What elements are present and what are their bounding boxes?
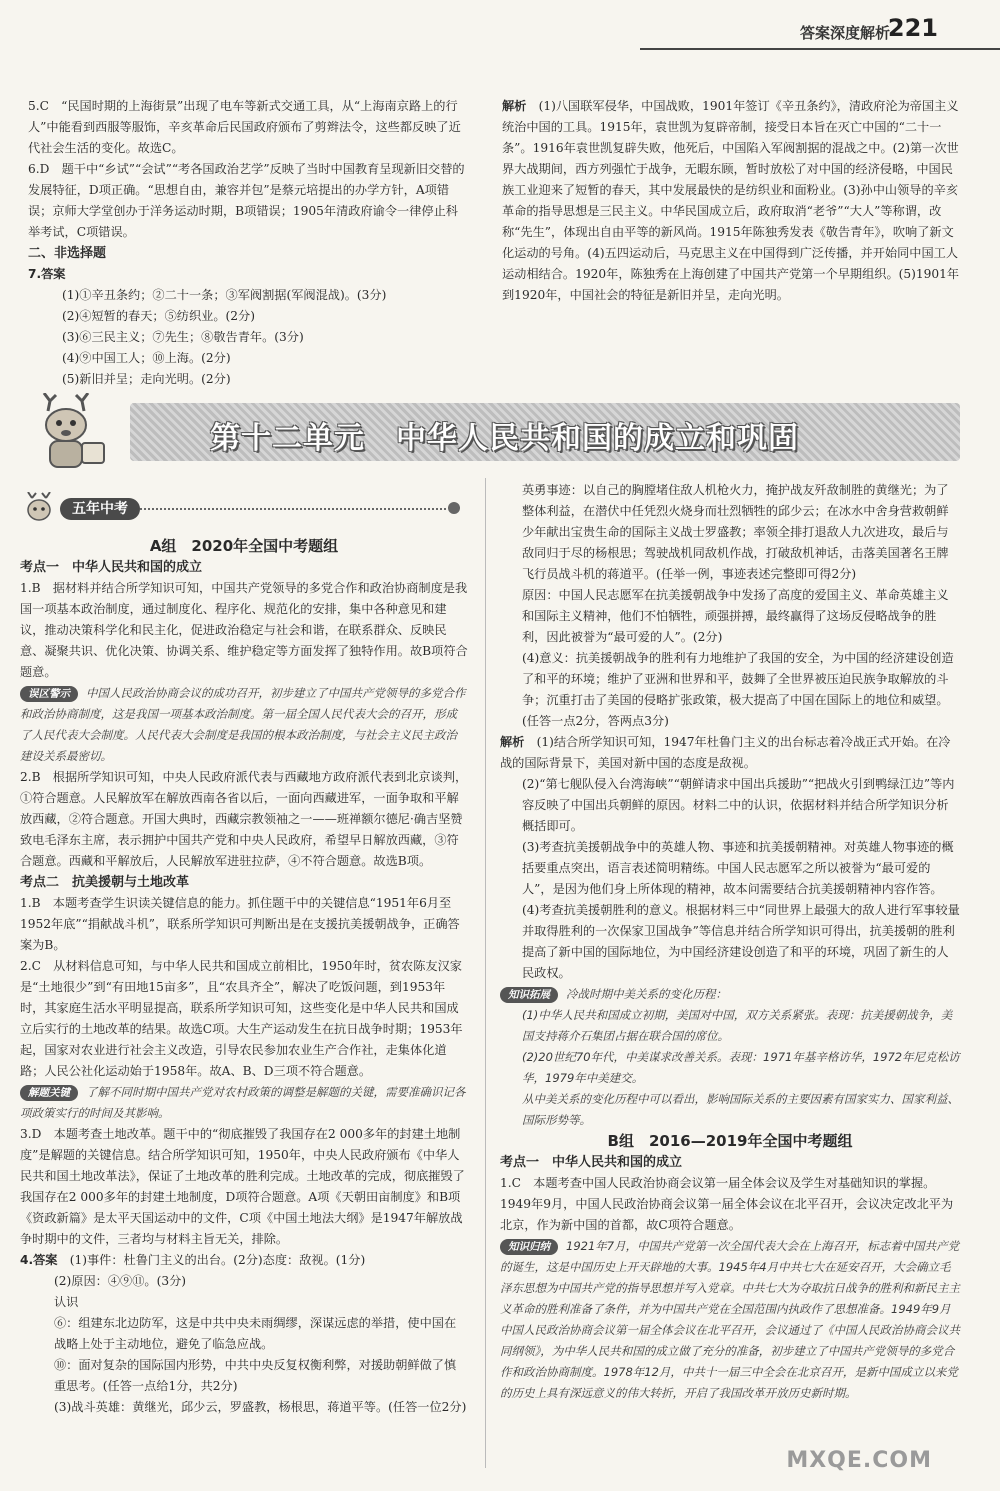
tip-tag: 知识拓展 — [500, 987, 558, 1003]
answer-b4-line: ⑥：组建东北边防军，这是中共中央未雨绸缪，深谋远虑的举措，使中国在战略上处于主动地位，避免了临急应战。 — [54, 1316, 457, 1351]
analysis-text: (1)八国联军侵华，中国战败，1901年签订《辛丑条约》，清政府沦为帝国主义统治中国的工具。1915年，袁世凯为复辟帝制，接受日本旨在灭亡中国的“二十一条”。1916年袁世凯复辟失败，他死后，中国陷入军阀割据的混战之中。(2)第一次世界大战期间，西方列强忙于战争，无暇东顾，暂时放松了对中国的经济侵略，中国民族工业迎来了短暂的春天，其中发展最快的是纺织业和面粉业。(3)孙中山领导的辛亥革命的指导思想是三民主义。中华民国成立后，政府取消“老爷”“大人”等称谓，改称“先生”，体现出自由平等的新风尚。1915年陈独秀发表《敬告青年》，吹响了新文化运动的号角。(4)五四运动后，马克思主义在中国得到广泛传播，并开始同中国工人运动相结合。1920年，陈独秀在上海创建了中国共产党第一个早期组织。(5)1901年到1920年，中国社会的特征是新旧并呈，走向光明。 — [502, 99, 960, 302]
five-year-label: 五年中考 — [60, 498, 140, 520]
tip-text: 中国人民政治协商会议的成功召开，初步建立了中国共产党领导的多党合作和政治协商制度，这是我国一项基本政治制度。第一届全国人民代表大会的召开，形成了人民代表大会制度。人民代表大会制度是我国的根本政治制度，与社会主义民主政治建设关系最密切。 — [20, 686, 466, 763]
tip-line: 从中美关系的变化历程中可以看出，影响国际关系的主要因素有国家实力、国家利益、国际形势等。 — [522, 1092, 959, 1127]
watermark-text: MXQE.COM — [786, 1448, 932, 1473]
header-rule — [640, 48, 1000, 50]
answer-q7-line: (1)①辛丑条约；②二十一条；③军阀割据(军阀混战)。(3分) — [62, 288, 387, 302]
analysis-label: 解析 — [502, 99, 527, 113]
tip-tag: 知识归纳 — [500, 1239, 558, 1255]
tip-line: (2)20世纪70年代，中美谋求改善关系。表现：1971年基辛格访华，1972年尼克松访华，1979年中美建交。 — [522, 1050, 960, 1085]
analysis-1: (1)结合所学知识可知，1947年杜鲁门主义的出台标志着冷战正式开始。在冷战的国际背景下，美国对新中国的态度是敌视。 — [500, 735, 951, 770]
analysis-label: 解析 — [500, 735, 525, 749]
dotted-rule — [140, 508, 446, 510]
rule-end-dot — [448, 502, 460, 514]
tip-tag: 解题关键 — [20, 1085, 78, 1101]
kaodian-heading: 考点二 抗美援朝与土地改革 — [20, 875, 190, 890]
answer-a2: 2.B 根据所学知识可知，中央人民政府派代表与西藏地方政府派代表到北京谈判，①符合题意。人民解放军在解放西南各省以后，一面向西藏进军，一面争取和平解放西藏，②符合题意。开国大典时，西藏宗教领袖之一——班禅额尔德尼·确吉坚赞致电毛泽东主席，表示拥护中国共产党和中央人民政府，希望早日解放西藏，③符合题意。西藏和平解放后，人民解放军进驻拉萨，④不符合题意。故选B项。 — [20, 770, 468, 868]
answer-q7-line: (4)⑨中国工人；⑩上海。(2分) — [62, 351, 231, 365]
group-a-title: A组 2020年全国中考题组 — [149, 537, 339, 555]
analysis-4: (4)考查抗美援朝胜利的意义。根据材料三中“同世界上最强大的敌人进行军事较量并取得胜利的一次保家卫国战争”等信息并结合所学知识可得出，抗美援朝的胜利提高了新中国的国际地位，为中国经济建设创造了和平的环境，巩固了新生的人民政权。 — [522, 903, 960, 980]
answer-b4-head: 4.答案 — [20, 1253, 58, 1267]
deer-mascot-icon — [20, 393, 120, 471]
tip-line: (1)中华人民共和国成立初期，美国对中国，双方关系紧张。表现：抗美援朝战争，美国支持蒋介石集团占据在联合国的席位。 — [522, 1008, 953, 1043]
watermark-logo — [786, 1391, 972, 1481]
tip-tag: 误区警示 — [20, 686, 78, 702]
left-column — [20, 536, 468, 1418]
tip-heading: 冷战时期中美关系的变化历程： — [566, 987, 727, 1001]
answer-b4-line: (3)战斗英雄：黄继光，邱少云，罗盛教，杨根思，蒋道平等。(任答一位2分) — [54, 1400, 467, 1414]
analysis-2: (2)“第七舰队侵入台湾海峡”“朝鲜请求中国出兵援助”“把战火引到鸭绿江边”等内容反映了中国出兵朝鲜的原因。材料二中的认识，依据材料并结合所学知识分析概括即可。 — [522, 777, 955, 833]
right-column — [500, 480, 960, 1404]
heroic-deeds: 英勇事迹：以自己的胸膛堵住敌人机枪火力，掩护战友歼敌制胜的黄继光；为了整体利益，在潜伏中任凭烈火烧身而壮烈牺牲的邱少云；在冰水中舍身营救朝鲜少年献出宝贵生命的国际主义战士罗盛教；率领全排打退敌人九次进攻，最后与敌同归于尽的杨根思；驾驶战机同敌机作战，打破敌机神话，击落美国著名王牌飞行员战斗机的蒋道平。(任举一例，事迹表述完整即可得2分) — [522, 483, 949, 581]
answer-b4-line: 认识 — [54, 1295, 79, 1309]
analysis-3: (3)考查抗美援朝战争中的英雄人物、事迹和抗美援朝精神。对英雄人物事迹的概括要重点突出，语言表述简明精练。中国人民志愿军之所以被誉为“最可爱的人”，是因为他们身上所体现的精神，故本问需要结合抗美援朝精神内容作答。 — [522, 840, 954, 896]
tip-text: 1921年7月，中国共产党第一次全国代表大会在上海召开，标志着中国共产党的诞生，这是中国历史上开天辟地的大事。1945年4月中共七大在延安召开，大会确立毛泽东思想为中国共产党的指导思想并写入党章。中共七大为夺取抗日战争的胜利和新民主主义革命的胜利准备了条件，并为中国共产党在全国范围内执政作了思想准备。1949年9月中国人民政治协商会议第一届全体会议在北平召开，会议通过了《中国人民政治协商会议共同纲领》，为中华人民共和国的成立做了充分的准备，初步建立了中国共产党领导的多党合作和政治协商制度。1978年12月，中共十一届三中全会在北京召开，是新中国成立以来党的历史上具有深远意义的伟大转折，开启了我国改革开放历史新时期。 — [500, 1239, 960, 1400]
answer-q7-line: (2)④短暂的春天；⑤纺织业。(2分) — [62, 309, 255, 323]
answer-q6: 6.D 题干中“乡试”“会试”“考各国政治艺学”反映了当时中国教育呈现新旧交替的发展特征，D项正确。“思想自由，兼容并包”是蔡元培提出的办学方针，A项错误；京师大学堂创办于洋务运动时期，B项错误；1905年清政府谕令一律停止科举考试，C项错误。 — [28, 162, 465, 239]
knowledge-extension-box — [500, 984, 960, 1131]
answer-a1: 1.B 据材料并结合所学知识可知，中国共产党领导的多党合作和政治协商制度是我国一项基本政治制度，通过制度化、程序化、规范化的安排，集中各种意见和建议，推动决策科学化和民主化，促进政治稳定与社会和谐，在联系群众、反映民意、凝聚共识、优化决策、协调关系、维护稳定等方面发挥了独特作用。故B项符合题意。 — [20, 581, 468, 679]
tip-text: 了解不同时期中国共产党对农村政策的调整是解题的关键，需要准确识记各项政策实行的时间及其影响。 — [20, 1085, 466, 1120]
page-header — [0, 0, 1000, 60]
answer-b3: 3.D 本题考查土地改革。题干中的“彻底摧毁了我国存在2 000多年的封建土地制度”是解题的关键信息。结合所学知识可知，1950年，中央人民政府颁布《中华人民共和国土地改革法》，保证了土地改革的胜利完成。土地改革的完成，彻底摧毁了我国存在2 000多年的封建土地制度，D项符合题意。A项《天朝田亩制度》和B项《资政新篇》是太平天国运动中的文件，C项《中国土地法大纲》是1947年解放战争时期中的文件，三者均与材料主旨无关，排除。 — [20, 1127, 465, 1246]
answer-b4-line: (1)事件：杜鲁门主义的出台。(2分)态度：敌视。(1分) — [69, 1253, 366, 1267]
page-number: 221 — [887, 14, 938, 42]
section-heading: 二、非选择题 — [28, 246, 107, 261]
unit-banner — [20, 393, 960, 471]
header-label: 答案深度解析 — [799, 24, 890, 42]
answer-c1: 1.C 本题考查中国人民政治协商会议第一届全体会议及学生对基础知识的掌握。1949年9月，中国人民政治协商会议第一届全体会议在北平召开，会议决定改北平为北京，作为新中国的首都，故C项符合题意。 — [500, 1176, 954, 1232]
unit-title: 第十二单元 中华人民共和国的成立和巩固 — [210, 421, 799, 456]
top-right-analysis — [502, 96, 960, 306]
group-b-title: B组 2016—2019年全国中考题组 — [607, 1132, 853, 1150]
answer-q5: 5.C “民国时期的上海街景”出现了电车等新式交通工具，从“上海南京路上的行人”中能看到西服等服饰，辛亥革命后民国政府颁布了剪辫法令，这些都反映了近代社会生活的变化。故选C。 — [28, 99, 461, 155]
deer-small-icon — [20, 492, 60, 526]
five-year-section-marker — [20, 492, 460, 526]
reason-text: 原因：中国人民志愿军在抗美援朝战争中发扬了高度的爱国主义、革命英雄主义和国际主义精神，他们不怕牺牲，顽强拼搏，最终赢得了这场反侵略战争的胜利，因此被誉为“最可爱的人”。(2分) — [522, 588, 949, 644]
top-left-answers — [28, 96, 468, 390]
column-divider — [485, 478, 486, 1468]
answer-q7-line: (5)新旧并呈；走向光明。(2分) — [62, 372, 231, 386]
answer-b2: 2.C 从材料信息可知，与中华人民共和国成立前相比，1950年时，贫农陈友汉家是“土地很少”到“有田地15亩多”，且“农具齐全”，解决了吃饭问题，到1953年时，其家庭生活水平明显提高，联系所学知识可知，这些变化是中华人民共和国成立后实行的土地改革的结果。故选C项。大生产运动发生在抗日战争时期；1953年起，国家对农业进行社会主义改造，引导农民参加农业生产合作社，走集体化道路；人民公社化运动始于1958年。故A、B、D三项不符合题意。 — [20, 959, 463, 1078]
kaodian-heading: 考点一 中华人民共和国的成立 — [500, 1155, 683, 1170]
kaodian-heading: 考点一 中华人民共和国的成立 — [20, 560, 203, 575]
answer-q7-head: 7.答案 — [28, 267, 66, 281]
answer-b4-line: (2)原因：④⑨⑪。(3分) — [54, 1274, 187, 1288]
answer-b4-line: ⑩：面对复杂的国际国内形势，中共中央反复权衡利弊，对援助朝鲜做了慎重思考。(任答一点给1分，共2分) — [54, 1358, 457, 1393]
answer-q7-line: (3)⑥三民主义；⑦先生；⑧敬告青年。(3分) — [62, 330, 304, 344]
significance-text: (4)意义：抗美援朝战争的胜利有力地维护了我国的安全，为中国的经济建设创造了和平的环境；维护了亚洲和世界和平，鼓舞了全世界被压迫民族争取解放的斗争；沉重打击了美国的侵略扩张政策，极大提高了中国在国际上的地位和威望。(任答一点2分，答两点3分) — [522, 651, 954, 728]
answer-b1: 1.B 本题考查学生识读关键信息的能力。抓住题干中的关键信息“1951年6月至1952年底”“捐献战斗机”，联系所学知识可判断出是在支援抗美援朝战争，正确答案为B。 — [20, 896, 460, 952]
